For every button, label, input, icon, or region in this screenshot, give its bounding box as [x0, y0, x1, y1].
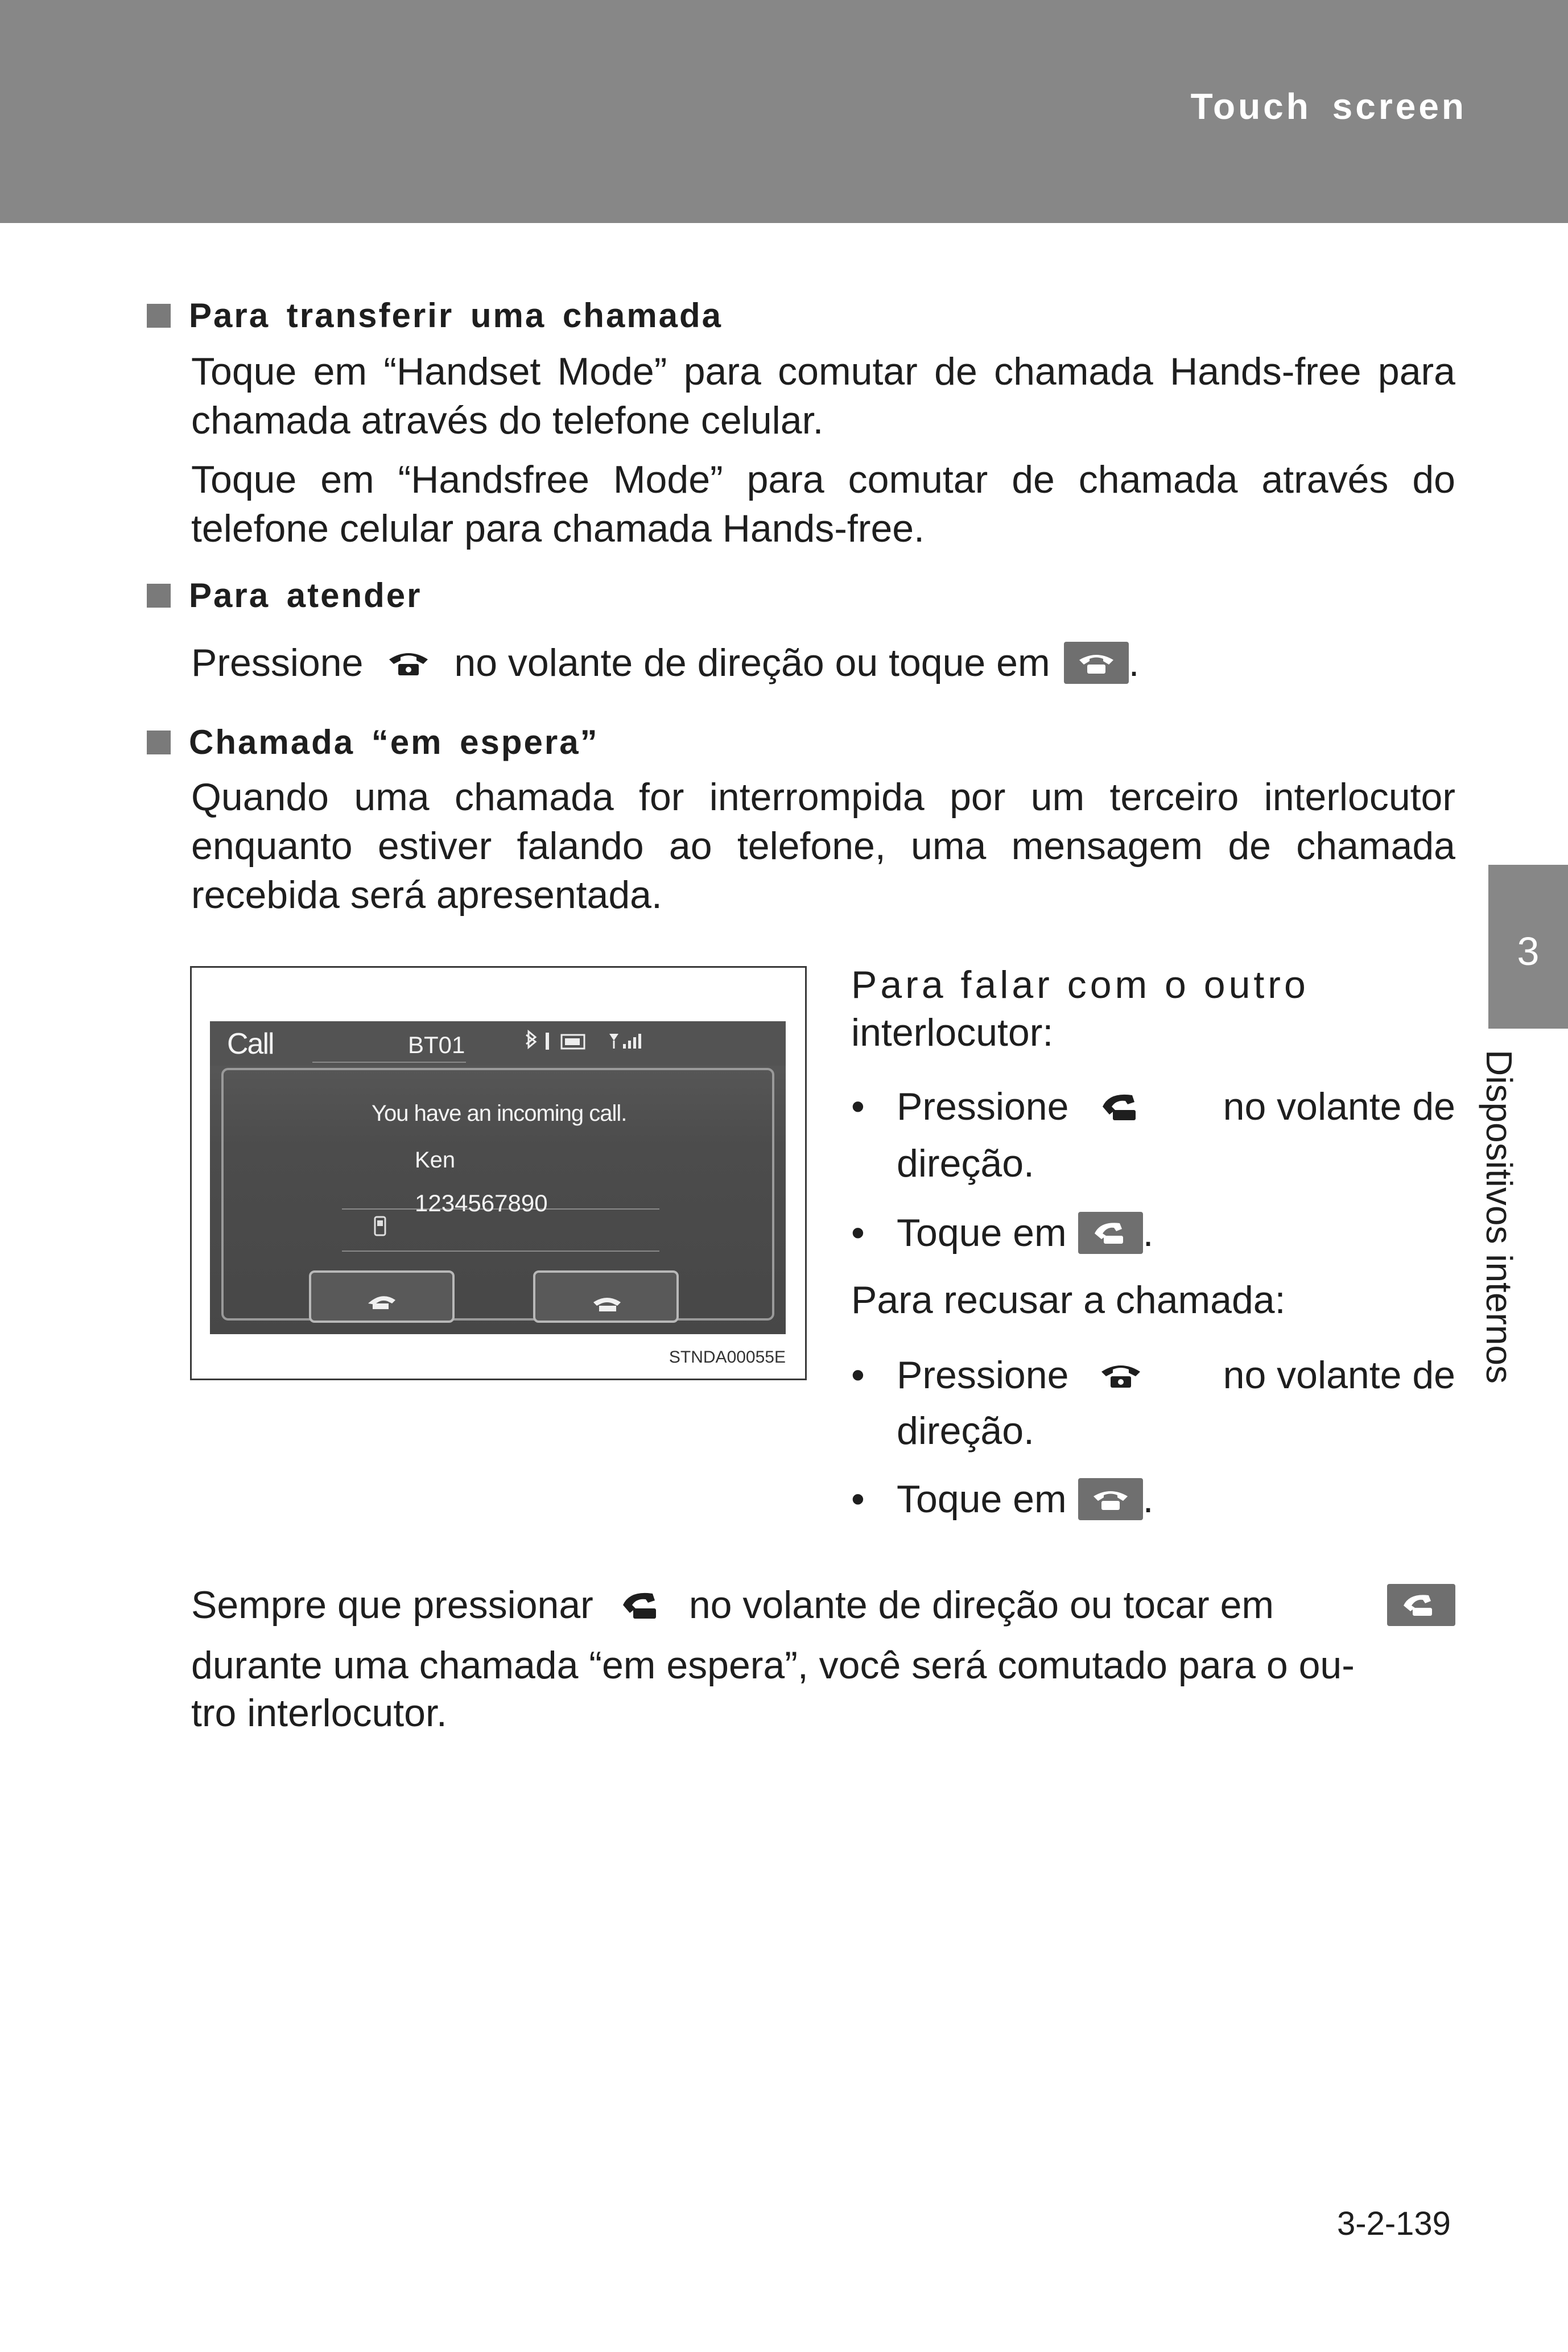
reject-heading: Para recusar a chamada:: [851, 1278, 1286, 1322]
square-bullet-icon: [147, 304, 171, 328]
heading-transfer: [147, 296, 723, 335]
decline-button-icon: [1078, 1478, 1143, 1520]
incoming-message: You have an incoming call.: [372, 1101, 627, 1126]
answer-line: [191, 641, 1140, 685]
reject-period: .: [1142, 1478, 1154, 1521]
accept-button-icon: [1078, 1212, 1143, 1254]
answer-text-b: no volante de direção ou toque em: [454, 641, 1050, 684]
phone-icon: [1091, 1220, 1130, 1246]
caller-number: 1234567890: [415, 1190, 548, 1216]
accept-button-icon: [1387, 1584, 1455, 1626]
mobile-phone-icon: [375, 1217, 385, 1235]
heading-answer-text: Para atender: [189, 576, 422, 614]
square-bullet-icon: [147, 584, 171, 608]
answer-text-a: Pressione: [191, 641, 364, 684]
reject-touch-text: Toque em: [897, 1478, 1067, 1521]
footer-line-3: tro interlocutor.: [191, 1691, 447, 1735]
talk-period: .: [1142, 1211, 1154, 1255]
header-title: Touch screen: [1190, 86, 1467, 127]
footer-line-2: durante uma chamada “em espera”, você será comutado para o ou-: [191, 1644, 1355, 1687]
talk-bullet-1: [851, 1084, 1455, 1129]
chapter-label: Dispositivos internos: [1479, 1050, 1520, 1384]
chapter-tab: [1488, 865, 1568, 1029]
screen-title: Call: [227, 1028, 274, 1061]
talk-steering-text: no volante de: [1223, 1085, 1455, 1128]
page-header: [0, 0, 1568, 223]
phone-icon: [1077, 650, 1116, 676]
waiting-paragraph: Quando uma chamada for interrompida por um terceiro interlocutor enquanto estiver falando ao telefone, uma mensagem de chamada recebida será apresentada.: [191, 775, 1455, 917]
reject-direction-text: direção.: [897, 1409, 1034, 1453]
caller-name: Ken: [415, 1148, 456, 1173]
talk-press-text: Pressione: [897, 1085, 1069, 1128]
reject-steering-text: no volante de: [1223, 1354, 1455, 1397]
steering-phone-icon: [386, 646, 431, 680]
steering-phone-icon: [1098, 1090, 1144, 1124]
answer-button-icon: [1064, 642, 1129, 684]
steering-phone-icon: [1098, 1358, 1144, 1392]
bullet-icon: •: [851, 1478, 865, 1521]
bullet-icon: •: [851, 1211, 865, 1255]
square-bullet-icon: [147, 731, 171, 754]
decline-call-button[interactable]: [534, 1272, 678, 1322]
bullet-icon: •: [851, 1085, 865, 1128]
talk-bullet-2: [851, 1211, 1154, 1255]
talk-direction-text: direção.: [897, 1142, 1034, 1185]
answer-text-c: .: [1128, 641, 1140, 684]
heading-transfer-text: Para transferir uma chamada: [189, 296, 723, 335]
heading-waiting: [147, 723, 599, 762]
device-name: BT01: [408, 1031, 465, 1058]
footer-text-b: no volante de direção ou tocar em: [688, 1583, 1274, 1627]
reject-bullet-2: [851, 1477, 1154, 1521]
footer-text-a: Sempre que pressionar: [191, 1583, 593, 1627]
figure-code: STNDA00055E: [669, 1348, 786, 1367]
transfer-paragraph-2: Toque em “Handsfree Mode” para comutar de chamada através do telefone celular para chamada Hands-free.: [191, 458, 1455, 550]
chapter-number: 3: [1517, 929, 1540, 973]
reject-bullet-1: [851, 1353, 1455, 1397]
reject-press-text: Pressione: [897, 1354, 1069, 1397]
incoming-call-figure: [190, 966, 807, 1380]
phone-icon: [1091, 1486, 1130, 1512]
page-number: 3-2-139: [1337, 2205, 1451, 2242]
phone-icon: [1400, 1592, 1439, 1618]
heading-waiting-text: Chamada “em espera”: [189, 723, 599, 761]
transfer-paragraph-1: Toque em “Handset Mode” para comutar de chamada Hands-free para chamada através do telefone celular.: [191, 350, 1455, 442]
heading-answer: [147, 576, 422, 615]
accept-call-button[interactable]: [310, 1272, 453, 1322]
bullet-icon: •: [851, 1354, 865, 1397]
talk-heading-line1: Para falar com o outro: [851, 963, 1309, 1006]
screen-capture: [210, 1021, 786, 1334]
talk-heading-line2: interlocutor:: [851, 1011, 1054, 1054]
footer-line-1: [191, 1583, 1455, 1627]
talk-touch-text: Toque em: [897, 1211, 1067, 1255]
steering-phone-icon: [618, 1588, 664, 1622]
